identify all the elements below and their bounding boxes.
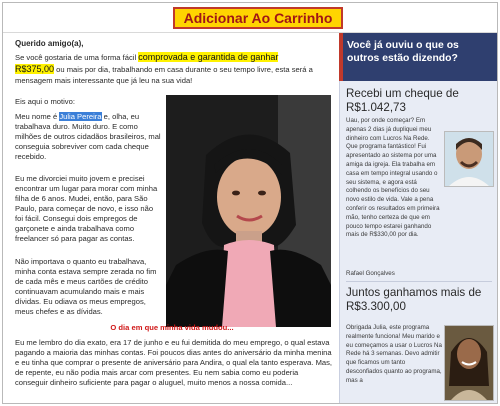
add-to-cart-button[interactable]: Adicionar Ao Carrinho bbox=[173, 7, 343, 29]
red-subheading: O dia em que minha vida mudou... bbox=[110, 323, 234, 332]
highlight-amount: R$375,00 bbox=[15, 63, 55, 74]
intro-paragraph bbox=[15, 52, 333, 86]
greeting: Querido amigo(a), bbox=[15, 39, 84, 48]
highlight-text: comprovada e garantida de ganhar bbox=[138, 52, 279, 62]
testimonial-2-title: Juntos ganhamos mais de R$3.300,00 bbox=[346, 286, 482, 313]
testimonial-2-avatar bbox=[444, 325, 494, 401]
p1-start: Meu nome é bbox=[15, 112, 60, 121]
sidebar-heading: Você já ouviu o que os outros estão dizendo? bbox=[339, 33, 497, 81]
testimonial-1-signature: Rafael Gonçalves bbox=[346, 270, 395, 277]
sales-letter bbox=[11, 39, 333, 401]
selected-name-text[interactable]: Julia Pereira bbox=[59, 112, 102, 121]
testimonial-2-text: Obrigada Julia, este programa realmente funciona! Meu marido e eu começamos a usar o Lucros Na Rede há 3 semanas. Devo admitir que ficamos um tanto desconfiados quanto ao programa, mas a bbox=[346, 324, 442, 384]
testimonial-1-text: Uau, por onde começar? Em apenas 2 dias já dupliquei meu dinheiro com Lucros Na Rede. Que programa fantástico! Fui apresentado ao sistema por uma amiga da igreja. Ela trabalha em casa em tempo integral usando o seu sistema, e agora está colhendo os benefícios do seu novo estilo de vida. Vale a pena conferir os resultados em primeira mão, tenho certeza de que em pouco tempo estarei ganhando mais de R$330,00 por dia. bbox=[346, 117, 440, 239]
testimonial-divider bbox=[346, 281, 492, 282]
man-portrait-image bbox=[445, 132, 493, 186]
top-bar bbox=[3, 3, 497, 33]
p1-end: e, olha, eu trabalhava duro. Muito duro. E como milhões de outros cidadãos brasileiros, mal conseguia sobreviver com cada cheque recebido. bbox=[15, 112, 161, 162]
heading-accent-strip bbox=[339, 33, 343, 81]
page-frame bbox=[2, 2, 498, 404]
testimonial-1-title: Recebi um cheque de R$1.042,73 bbox=[346, 87, 459, 114]
paragraph-story: Eu me lembro do dia exato, era 17 de junho e eu fui demitida do meu emprego, o qual estava pagando a maioria das minhas contas. Foi poucos dias antes do aniversário da minha menina e eu tinha que comprar o presente de aniversário para Andira, o qual ela tanto esperava. Mas, de repente, eu não podia mais arcar com presentes. Eu nem sabia como eu poderia conseguir dinheiro suficiente para pagar o aluguel, muito menos a nossa comida... bbox=[15, 338, 333, 388]
author-photo bbox=[166, 95, 331, 327]
intro-text-end: ou mais por dia, trabalhando em casa durante o seu tempo livre, esta será a mensagem mais interessante que já leu na sua vida! bbox=[15, 64, 313, 85]
intro-text-start: Se você gostaria de uma forma fácil bbox=[15, 53, 139, 62]
reason-label: Eis aqui o motivo: bbox=[15, 97, 75, 106]
paragraph-debts: Não importava o quanto eu trabalhava, minha conta estava sempre zerada no fim de cada mês e meus cartões de crédito continuavam acumulando mais e mais dívidas. Eu odiava os meus empregos, meus chefes e as dívidas. bbox=[15, 257, 157, 317]
girl-portrait-image bbox=[445, 326, 493, 400]
testimonials-body bbox=[339, 81, 498, 403]
testimonials-sidebar bbox=[339, 33, 497, 403]
woman-portrait-image bbox=[166, 95, 331, 327]
testimonial-1-avatar bbox=[444, 131, 494, 187]
paragraph-divorce: Eu me divorciei muito jovem e precisei encontrar um lugar para morar com minha filha de 6 anos. Mudei, então, para São Paulo, para começar de novo, e isso não foi fácil. Consegui dois empregos de garçonete e ainda trabalhava como freelancer só para pagar as contas. bbox=[15, 174, 158, 244]
paragraph-name bbox=[15, 112, 163, 162]
